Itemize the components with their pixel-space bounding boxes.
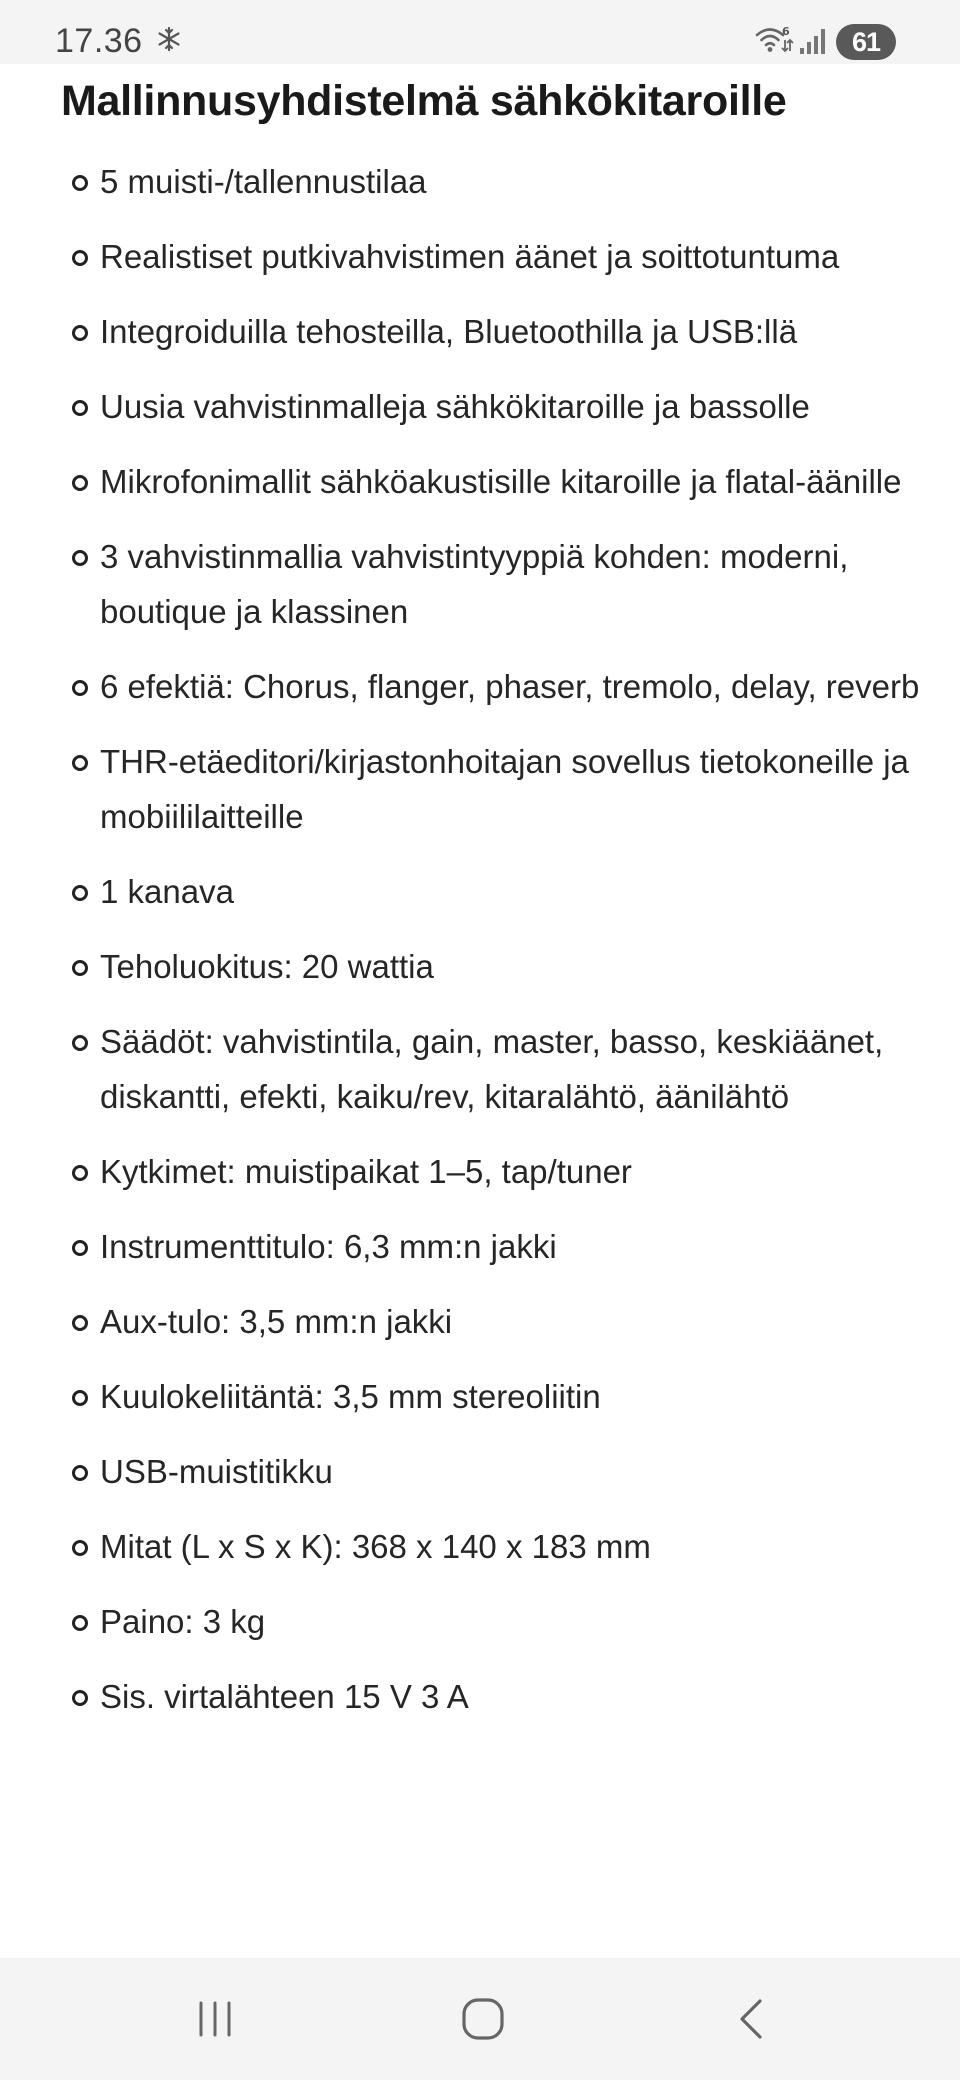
recents-button[interactable] [155, 1958, 275, 2080]
bullet-icon [72, 1690, 88, 1706]
bullet-icon [72, 680, 88, 696]
bullet-icon [72, 1465, 88, 1481]
bullet-icon [72, 550, 88, 566]
list-item-text: Kytkimet: muistipaikat 1–5, tap/tuner [100, 1153, 632, 1190]
bullet-icon [72, 755, 88, 771]
page-title: Mallinnusyhdistelmä sähkökitaroille [61, 77, 787, 125]
list-item-text: 5 muisti-/tallennustilaa [100, 163, 427, 200]
svg-text:6: 6 [782, 25, 790, 38]
list-item-text: Mikrofonimallit sähköakustisille kitaroille ja flatal-äänille [100, 463, 902, 500]
bullet-icon [72, 1315, 88, 1331]
home-button[interactable] [423, 1958, 543, 2080]
list-item-text: THR-etäeditori/kirjastonhoitajan sovellus tietokoneille ja mobiililaitteille [100, 743, 909, 835]
list-item-text: 6 efektiä: Chorus, flanger, phaser, tremolo, delay, reverb [100, 668, 920, 705]
recents-icon [193, 1999, 237, 2039]
bullet-icon [72, 325, 88, 341]
wifi-6-icon [754, 24, 794, 56]
bullet-icon [72, 960, 88, 976]
home-icon [461, 1997, 505, 2041]
navigation-bar [0, 1958, 960, 2080]
list-item [0, 864, 960, 919]
bullet-icon [72, 1540, 88, 1556]
bullet-icon [72, 885, 88, 901]
bullet-icon [72, 1240, 88, 1256]
page-content [0, 64, 960, 1958]
bullet-icon [72, 400, 88, 416]
list-item [0, 379, 960, 434]
list-item-text: Teholuokitus: 20 wattia [100, 948, 434, 985]
bullet-icon [72, 1390, 88, 1406]
status-time: 17.36 [55, 22, 143, 60]
list-item-text: Realistiset putkivahvistimen äänet ja soittotuntuma [100, 238, 840, 275]
bullet-icon [72, 1615, 88, 1631]
list-item [0, 304, 960, 359]
list-item-text: Integroiduilla tehosteilla, Bluetoothilla ja USB:llä [100, 313, 798, 350]
feature-list [0, 154, 960, 1744]
list-item-text: Instrumenttitulo: 6,3 mm:n jakki [100, 1228, 557, 1265]
list-item-text: 3 vahvistinmallia vahvistintyyppiä kohden: moderni, boutique ja klassinen [100, 538, 849, 630]
list-item [0, 1519, 960, 1574]
list-item [0, 529, 960, 639]
list-item [0, 1294, 960, 1349]
cellular-signal-icon [798, 26, 828, 56]
list-item [0, 1144, 960, 1199]
list-item-text: Mitat (L x S x K): 368 x 140 x 183 mm [100, 1528, 651, 1565]
bullet-icon [72, 250, 88, 266]
list-item-text: Aux-tulo: 3,5 mm:n jakki [100, 1303, 453, 1340]
list-item [0, 229, 960, 284]
list-item-text: 1 kanava [100, 873, 234, 910]
status-bar [0, 0, 960, 64]
list-item [0, 659, 960, 714]
list-item-text: Paino: 3 kg [100, 1603, 266, 1640]
list-item-text: Säädöt: vahvistintila, gain, master, basso, keskiäänet, diskantti, efekti, kaiku/rev, kitaralähtö, äänilähtö [100, 1023, 884, 1115]
list-item [0, 1669, 960, 1724]
list-item [0, 1594, 960, 1649]
back-icon [732, 1997, 772, 2041]
list-item [0, 939, 960, 994]
list-item [0, 454, 960, 509]
list-item [0, 1014, 960, 1124]
bullet-icon [72, 475, 88, 491]
list-item [0, 154, 960, 209]
list-item-text: Kuulokeliitäntä: 3,5 mm stereoliitin [100, 1378, 601, 1415]
list-item-text: Sis. virtalähteen 15 V 3 A [100, 1678, 469, 1715]
bullet-icon [72, 1035, 88, 1051]
list-item-text: Uusia vahvistinmalleja sähkökitaroille ja bassolle [100, 388, 810, 425]
bullet-icon [72, 1165, 88, 1181]
list-item [0, 734, 960, 844]
bullet-icon [72, 175, 88, 191]
battery-indicator: 61 [836, 24, 896, 60]
list-item [0, 1444, 960, 1499]
list-item [0, 1219, 960, 1274]
back-button[interactable] [692, 1958, 812, 2080]
list-item-text: USB-muistitikku [100, 1453, 333, 1490]
snowflake-icon [156, 26, 182, 52]
list-item [0, 1369, 960, 1424]
